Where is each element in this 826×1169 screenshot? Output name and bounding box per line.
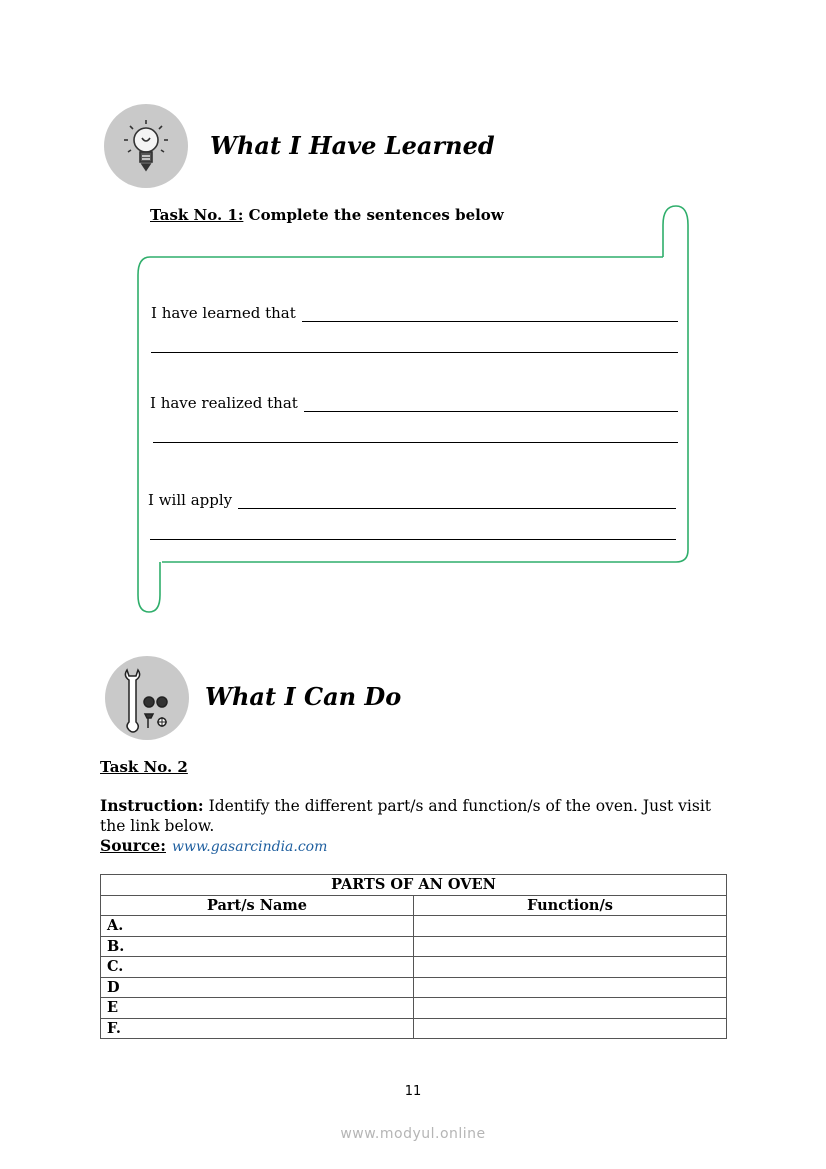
header-function: Function/s (414, 895, 727, 916)
function-cell[interactable] (414, 977, 727, 998)
row-label: B. (101, 936, 414, 957)
prompt-apply-label: I will apply (148, 491, 233, 509)
prompt-realized-label: I have realized that (150, 394, 298, 412)
answer-line[interactable] (150, 539, 676, 540)
function-cell[interactable] (414, 1018, 727, 1039)
table-row (101, 936, 727, 957)
page-number: 11 (404, 1084, 422, 1099)
row-label: E (101, 998, 414, 1019)
source-link[interactable]: www.gasarcindia.com (172, 839, 328, 855)
lightbulb-icon (104, 104, 188, 188)
row-label: D (101, 977, 414, 998)
table-row (101, 916, 727, 937)
row-label: C. (101, 957, 414, 978)
task-2-label: Task No. 2 (100, 758, 188, 776)
answer-line[interactable] (153, 442, 678, 443)
task-1-label: Task No. 1: (150, 206, 244, 224)
table-title: PARTS OF AN OVEN (101, 875, 727, 896)
function-cell[interactable] (414, 957, 727, 978)
tools-icon (105, 656, 189, 740)
prompt-realized[interactable] (150, 394, 678, 412)
instruction (100, 796, 740, 836)
table-row (101, 998, 727, 1019)
prompt-learned-label: I have learned that (151, 304, 296, 322)
section-title-learned: What I Have Learned (210, 131, 495, 160)
table-title-row (101, 875, 727, 896)
function-cell[interactable] (414, 936, 727, 957)
task-1-text: Complete the sentences below (248, 206, 504, 224)
instruction-label: Instruction: (100, 796, 204, 815)
instruction-text: Identify the different part/s and function/s of the oven. Just visit the link below. (100, 797, 712, 835)
source (100, 836, 327, 855)
row-label: F. (101, 1018, 414, 1039)
function-cell[interactable] (414, 916, 727, 937)
prompt-learned[interactable] (151, 304, 678, 322)
table-header-row (101, 895, 727, 916)
row-label: A. (101, 916, 414, 937)
source-label: Source: (100, 836, 166, 855)
oven-parts-table (100, 874, 727, 1039)
table-row (101, 957, 727, 978)
watermark: www.modyul.online (340, 1126, 486, 1142)
table-row (101, 977, 727, 998)
header-part-name: Part/s Name (101, 895, 414, 916)
prompt-apply[interactable] (148, 491, 676, 509)
table-row (101, 1018, 727, 1039)
function-cell[interactable] (414, 998, 727, 1019)
answer-line[interactable] (151, 352, 678, 353)
section-title-cando: What I Can Do (205, 682, 402, 711)
